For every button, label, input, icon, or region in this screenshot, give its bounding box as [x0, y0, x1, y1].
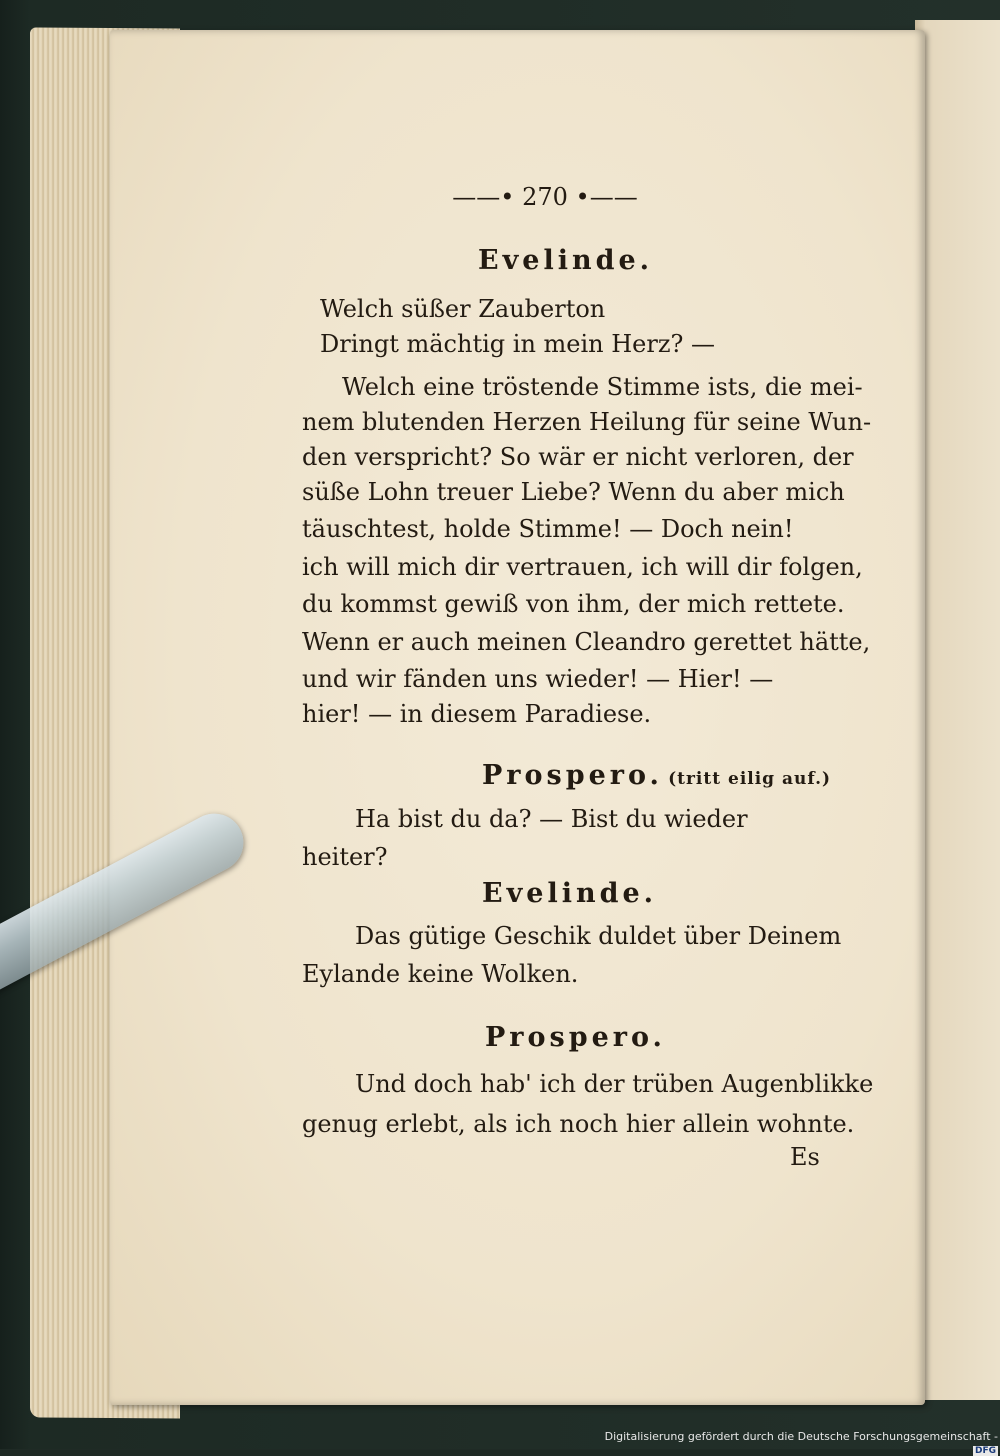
speaker-prospero-line: [482, 760, 831, 791]
footer-credit: [600, 1430, 998, 1456]
prose-line: Eylande keine Wolken.: [302, 960, 579, 988]
prose-line: Ha bist du da? — Bist du wieder: [355, 805, 748, 833]
speaker-prospero: Prospero.: [482, 760, 663, 791]
prose-line: hier! — in diesem Paradiese.: [302, 700, 652, 728]
prose-line: Wenn er auch meinen Cleandro gerettet hätte,: [302, 628, 871, 656]
prose-line: Das gütige Geschik duldet über Deinem: [355, 922, 842, 950]
catchword: Es: [790, 1143, 820, 1171]
verse-line: Welch süßer Zauberton: [320, 295, 606, 323]
prose-line: du kommst gewiß von ihm, der mich rettete.: [302, 590, 845, 618]
prose-line: nem blutenden Herzen Heilung für seine Wun-: [302, 408, 872, 436]
speaker-evelinde: Evelinde.: [482, 878, 658, 909]
prose-line: heiter?: [302, 843, 388, 871]
header-rule-right: •——: [575, 183, 638, 211]
page-number: 270: [522, 183, 568, 211]
prose-line: und wir fänden uns wieder! — Hier! —: [302, 665, 774, 693]
prose-line: süße Lohn treuer Liebe? Wenn du aber mich: [302, 478, 845, 506]
prose-line: genug erlebt, als ich noch hier allein wohnte.: [302, 1110, 855, 1138]
dfg-logo-icon: DFG: [974, 1446, 996, 1456]
footer-text: Digitalisierung gefördert durch die Deutsche Forschungsgemeinschaft -: [604, 1430, 998, 1443]
prose-line: den verspricht? So wär er nicht verloren, der: [302, 443, 854, 471]
speaker-prospero: Prospero.: [485, 1022, 666, 1053]
prose-line: täuschtest, holde Stimme! — Doch nein!: [302, 515, 794, 543]
prose-line: Welch eine tröstende Stimme ists, die mei-: [342, 373, 863, 401]
prose-line: ich will mich dir vertrauen, ich will dir folgen,: [302, 553, 863, 581]
verse-line: Dringt mächtig in mein Herz? —: [320, 330, 715, 358]
stage-direction: (tritt eilig auf.): [668, 769, 832, 789]
page-header: [425, 183, 665, 211]
facing-page-edge: [915, 20, 1000, 1400]
header-rule-left: ——•: [452, 183, 515, 211]
speaker-evelinde: Evelinde.: [478, 245, 654, 276]
prose-line: Und doch hab' ich der trüben Augenblikke: [355, 1070, 874, 1098]
